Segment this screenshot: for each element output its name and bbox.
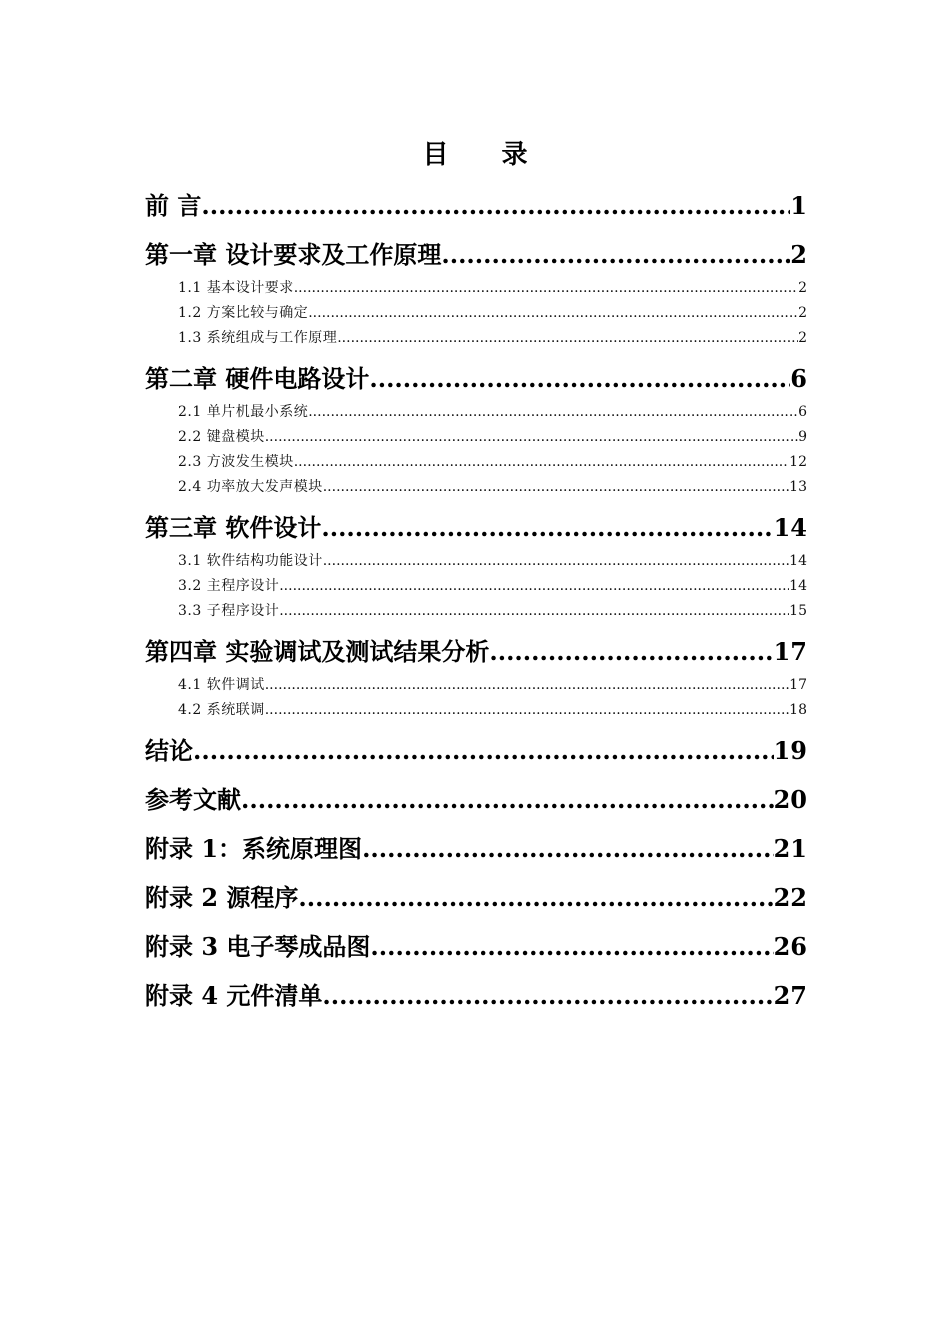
toc-page-number: 19 (773, 736, 807, 765)
toc-page-number: 2 (790, 240, 807, 269)
toc-entry-chapter-1[interactable] (145, 233, 807, 276)
toc-page-number: 14 (773, 513, 807, 542)
toc-page-number: 17 (789, 677, 807, 693)
dot-leader (294, 276, 798, 301)
toc-entry-2-1[interactable] (145, 400, 807, 425)
toc-entry-label: 2.1 单片机最小系统 (178, 404, 309, 420)
dot-leader (308, 301, 798, 326)
toc-page-number: 9 (798, 429, 807, 445)
toc-entry-label: 2.3 方波发生模块 (178, 454, 294, 470)
toc-page-number: 26 (773, 932, 807, 961)
dot-leader (322, 974, 773, 1017)
toc-page-number: 2 (798, 280, 807, 296)
toc-entry-2-2[interactable] (145, 425, 807, 450)
toc-entry-3-1[interactable] (145, 549, 807, 574)
dot-leader (193, 729, 774, 772)
toc-entry-label: 前 言 (145, 191, 202, 220)
toc-title: 目 录 (422, 140, 550, 170)
toc-page-number: 1 (790, 191, 807, 220)
dot-leader (241, 778, 774, 821)
toc-page-number: 2 (798, 305, 807, 321)
toc-page-number: 6 (790, 364, 807, 393)
toc-entry-chapter-2[interactable] (145, 357, 807, 400)
toc-entry-appendix-3[interactable] (145, 925, 807, 968)
dot-leader (279, 599, 789, 624)
toc-entry-1-3[interactable] (145, 326, 807, 351)
toc-entry-label: 2.2 键盘模块 (178, 429, 265, 445)
dot-leader (323, 475, 789, 500)
toc-entry-label: 附录 1：系统原理图 (145, 834, 363, 863)
toc-page-number: 14 (789, 553, 807, 569)
toc-entry-label: 4.2 系统联调 (178, 702, 265, 718)
dot-leader (279, 574, 789, 599)
toc-entry-label: 3.1 软件结构功能设计 (178, 553, 323, 569)
dot-leader (369, 357, 790, 400)
toc-entry-label: 2.4 功率放大发声模块 (178, 479, 323, 495)
dot-leader (201, 184, 790, 227)
toc-entry-label: 第二章 硬件电路设计 (145, 364, 370, 393)
toc-entry-chapter-3[interactable] (145, 506, 807, 549)
toc-page-number: 20 (773, 785, 807, 814)
dot-leader (265, 698, 789, 723)
toc-page-number: 14 (789, 578, 807, 594)
dot-leader (308, 400, 798, 425)
toc-page-number: 2 (798, 330, 807, 346)
toc-entry-label: 1.2 方案比较与确定 (178, 305, 309, 321)
dot-leader (321, 506, 773, 549)
toc-entry-1-1[interactable] (145, 276, 807, 301)
toc-entry-label: 4.1 软件调试 (178, 677, 265, 693)
dot-leader (265, 425, 798, 450)
toc-page-number: 13 (789, 479, 807, 495)
toc-page-number: 21 (773, 834, 807, 863)
toc-page-number: 12 (789, 454, 807, 470)
toc-entry-label: 参考文献 (145, 785, 241, 814)
dot-leader (298, 876, 773, 919)
toc-entry-references[interactable] (145, 778, 807, 821)
toc-entry-label: 1.3 系统组成与工作原理 (178, 330, 338, 346)
toc-page-number: 6 (798, 404, 807, 420)
toc-entry-label: 结论 (145, 736, 193, 765)
toc-page-number: 15 (789, 603, 807, 619)
toc-page-number: 27 (773, 981, 807, 1010)
toc-entry-label: 1.1 基本设计要求 (178, 280, 294, 296)
toc-entry-label: 第三章 软件设计 (145, 513, 322, 542)
toc-entry-1-2[interactable] (145, 301, 807, 326)
toc-entry-preface[interactable] (145, 184, 807, 227)
toc-entry-label: 附录 2 源程序 (145, 883, 299, 912)
dot-leader (362, 827, 774, 870)
toc-entry-2-3[interactable] (145, 450, 807, 475)
dot-leader (337, 326, 798, 351)
dot-leader (323, 549, 789, 574)
dot-leader (441, 233, 790, 276)
dot-leader (370, 925, 773, 968)
toc-entry-conclusion[interactable] (145, 729, 807, 772)
toc-entry-label: 3.3 子程序设计 (178, 603, 280, 619)
toc-entry-chapter-4[interactable] (145, 630, 807, 673)
toc-entry-4-2[interactable] (145, 698, 807, 723)
toc-page-number: 18 (789, 702, 807, 718)
toc-entry-appendix-4[interactable] (145, 974, 807, 1017)
toc-entry-label: 第四章 实验调试及测试结果分析 (145, 637, 490, 666)
toc-entry-label: 第一章 设计要求及工作原理 (145, 240, 442, 269)
toc-entry-3-3[interactable] (145, 599, 807, 624)
toc-entry-label: 附录 3 电子琴成品图 (145, 932, 371, 961)
toc-entry-4-1[interactable] (145, 673, 807, 698)
toc-page-number: 22 (773, 883, 807, 912)
table-of-contents (145, 178, 807, 1017)
dot-leader (489, 630, 773, 673)
toc-entry-appendix-1[interactable] (145, 827, 807, 870)
dot-leader (265, 673, 789, 698)
toc-entry-2-4[interactable] (145, 475, 807, 500)
toc-entry-appendix-2[interactable] (145, 876, 807, 919)
dot-leader (294, 450, 789, 475)
toc-page-number: 17 (773, 637, 807, 666)
toc-entry-label: 附录 4 元件清单 (145, 981, 323, 1010)
toc-entry-label: 3.2 主程序设计 (178, 578, 280, 594)
toc-entry-3-2[interactable] (145, 574, 807, 599)
